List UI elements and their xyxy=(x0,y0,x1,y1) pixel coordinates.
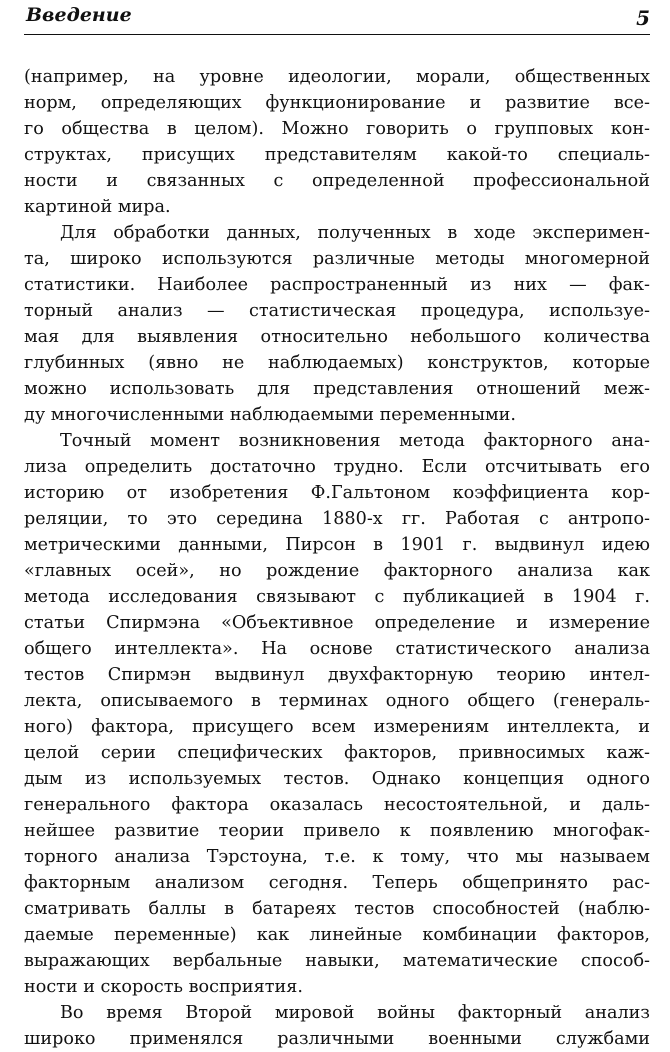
text-line: го общества в целом). Можно говорить о групповых кон- xyxy=(24,119,650,139)
text-line: статистики. Наиболее распространенный из них — фак- xyxy=(24,275,650,295)
paragraph xyxy=(24,220,650,428)
text-line: можно использовать для представления отношений меж- xyxy=(24,379,650,399)
paragraph xyxy=(24,428,650,1000)
paragraph xyxy=(24,1000,650,1052)
text-line: глубинных (явно не наблюдаемых) конструктов, которые xyxy=(24,353,650,373)
header-rule xyxy=(24,34,650,35)
text-line: статьи Спирмэна «Объективное определение и измерение xyxy=(24,613,650,633)
text-line: реляции, то это середина 1880-х гг. Работая с антропо- xyxy=(24,509,650,529)
running-head: Введение xyxy=(26,4,132,26)
text-line: тестов Спирмэн выдвинул двухфакторную теорию интел- xyxy=(24,665,650,685)
text-line: метрическими данными, Пирсон в 1901 г. выдвинул идею xyxy=(24,535,650,555)
paragraph xyxy=(24,64,650,220)
text-line: Для обработки данных, полученных в ходе эксперимен- xyxy=(60,223,650,243)
text-line: целой серии специфических факторов, привносимых каж- xyxy=(24,743,650,763)
text-line: метода исследования связывают с публикацией в 1904 г. xyxy=(24,587,650,607)
text-line: «главных осей», но рождение факторного анализа как xyxy=(24,561,650,581)
text-line: даемые переменные) как линейные комбинации факторов, xyxy=(24,925,650,945)
body-text xyxy=(24,64,650,1052)
text-line: сматривать баллы в батареях тестов способностей (наблю- xyxy=(24,899,650,919)
text-line: та, широко используются различные методы многомерной xyxy=(24,249,650,269)
text-line: торного анализа Тэрстоуна, т.е. к тому, что мы называем xyxy=(24,847,650,867)
text-line: картиной мира. xyxy=(24,197,171,217)
page-number: 5 xyxy=(636,6,650,30)
text-line: структах, присущих представителям какой-то специаль- xyxy=(24,145,650,165)
text-line: ду многочисленными наблюдаемыми переменными. xyxy=(24,405,516,425)
text-line: нейшее развитие теории привело к появлению многофак- xyxy=(24,821,650,841)
text-line: ного) фактора, присущего всем измерениям интеллекта, и xyxy=(24,717,650,737)
text-line: общего интеллекта». На основе статистического анализа xyxy=(24,639,650,659)
page-header xyxy=(24,4,650,30)
text-line: генерального фактора оказалась несостоятельной, и даль- xyxy=(24,795,650,815)
text-line: торный анализ — статистическая процедура, используе- xyxy=(24,301,650,321)
text-line: лиза определить достаточно трудно. Если отсчитывать его xyxy=(24,457,650,477)
text-line: историю от изобретения Ф.Гальтоном коэффициента кор- xyxy=(24,483,650,503)
text-line: мая для выявления относительно небольшого количества xyxy=(24,327,650,347)
text-line: Точный момент возникновения метода факторного ана- xyxy=(60,431,650,451)
text-line: ности и связанных с определенной профессиональной xyxy=(24,171,650,191)
text-line: лекта, описываемого в терминах одного общего (генераль- xyxy=(24,691,650,711)
book-page xyxy=(24,0,650,1049)
text-line: выражающих вербальные навыки, математические способ- xyxy=(24,951,650,971)
text-line: факторным анализом сегодня. Теперь общепринято рас- xyxy=(24,873,650,893)
text-line: ности и скорость восприятия. xyxy=(24,977,303,997)
text-line: дым из используемых тестов. Однако концепция одного xyxy=(24,769,650,789)
text-line: (например, на уровне идеологии, морали, общественных xyxy=(24,67,650,87)
text-line: Во время Второй мировой войны факторный анализ xyxy=(60,1003,650,1023)
text-line: норм, определяющих функционирование и развитие все- xyxy=(24,93,650,113)
text-line: широко применялся различными военными службами xyxy=(24,1029,650,1049)
